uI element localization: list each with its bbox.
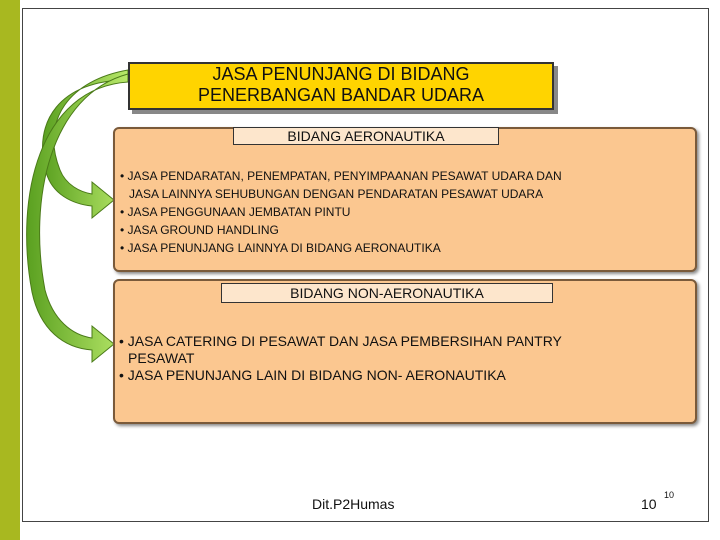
non-aeronautika-bullet-list — [119, 333, 562, 384]
non-aeronautika-header: BIDANG NON-AERONAUTIKA — [221, 283, 553, 303]
list-item: • JASA GROUND HANDLING — [120, 223, 279, 237]
aeronautika-panel — [113, 127, 697, 272]
aeronautika-bullet-list — [120, 167, 562, 257]
list-item: • JASA CATERING DI PESAWAT DAN JASA PEMBERSIHAN PANTRY — [119, 333, 562, 349]
list-item: • JASA PENGGUNAAN JEMBATAN PINTU — [120, 205, 351, 219]
list-item: • JASA PENUNJANG LAIN DI BIDANG NON- AERONAUTIKA — [119, 367, 506, 383]
list-item: • JASA PENDARATAN, PENEMPATAN, PENYIMPAANAN PESAWAT UDARA DAN — [120, 169, 562, 183]
title-box — [128, 62, 554, 110]
title-line-1: JASA PENUNJANG DI BIDANG — [212, 64, 470, 84]
list-item: PESAWAT — [128, 350, 195, 366]
non-aeronautika-panel — [113, 279, 697, 424]
page-number: 10 — [641, 496, 657, 512]
aeronautika-header: BIDANG AERONAUTIKA — [233, 127, 499, 145]
page-number-superscript: 10 — [664, 490, 675, 500]
title-line-2: PENERBANGAN BANDAR UDARA — [197, 85, 485, 105]
list-item: JASA LAINNYA SEHUBUNGAN DENGAN PENDARATAN PESAWAT UDARA — [129, 187, 544, 201]
footer-text: Dit.P2Humas — [312, 496, 395, 512]
list-item: • JASA PENUNJANG LAINNYA DI BIDANG AERONAUTIKA — [120, 241, 441, 255]
